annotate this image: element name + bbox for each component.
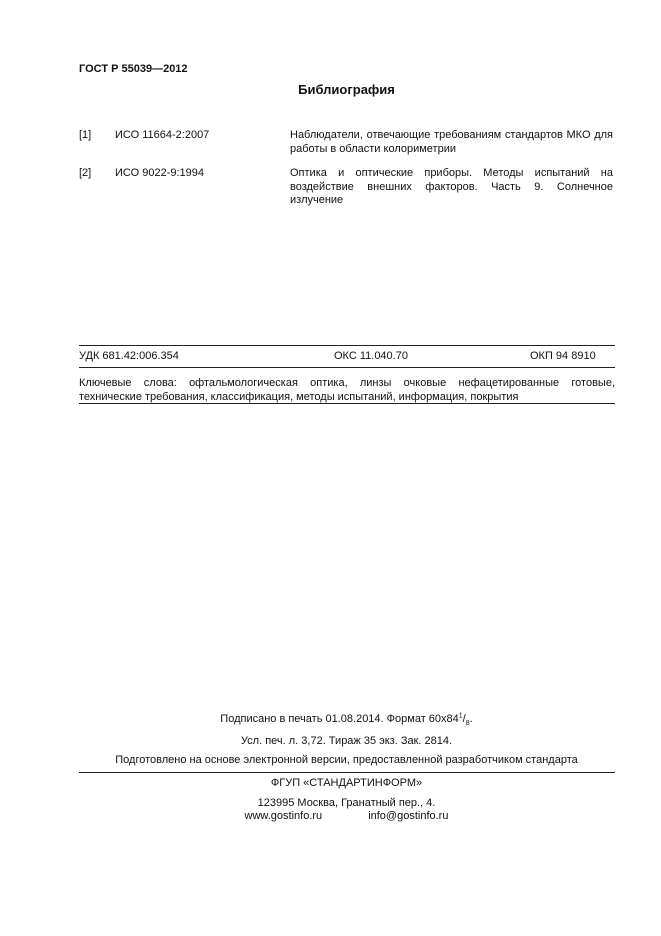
signed-for-print: Подписано в печать 01.08.2014. Формат $60x84^1/_8$. — [220, 712, 473, 728]
bibliography-title: Библиография — [298, 82, 395, 97]
ref-description: Оптика и оптические приборы. Методы испытаний на воздействие внешних факторов. Часть 9. Солнечное излучение — [290, 167, 613, 206]
keywords-text: Ключевые слова: офтальмологическая оптика, линзы очковые нефацетированные готовые, технические требования, классификация, методы испытаний, информация, покрытия — [79, 377, 615, 403]
ref-description: Наблюдатели, отвечающие требованиям стандартов МКО для работы в области колориметрии — [290, 129, 613, 155]
prepared-note: Подготовлено на основе электронной версии, предоставленной разработчиком стандарта — [115, 754, 578, 766]
publisher-name: ФГУП «СТАНДАРТИНФОРМ» — [270, 777, 423, 789]
contacts-row — [0, 810, 661, 822]
divider-line — [79, 403, 615, 404]
ref-number: [1] — [79, 129, 92, 141]
website-link[interactable]: www.gostinfo.ru — [244, 810, 323, 822]
oks-code: ОКС 11.040.70 — [334, 350, 408, 362]
publisher-address: 123995 Москва, Гранатный пер., 4. — [257, 797, 436, 809]
print-info: Усл. печ. л. 3,72. Тираж 35 экз. Зак. 2814. — [240, 735, 453, 747]
okp-code: ОКП 94 8910 — [530, 350, 596, 362]
signed-text: Подписано в печать 01.08.2014. Формат 60x84 — [220, 713, 459, 725]
divider-line — [79, 345, 615, 346]
ref-code: ИСО 11664-2:2007 — [115, 129, 210, 141]
ref-code: ИСО 9022-9:1994 — [115, 167, 204, 179]
standard-number: ГОСТ Р 55039—2012 — [79, 63, 188, 75]
divider-line — [79, 367, 615, 368]
divider-line — [79, 772, 615, 773]
format-denominator: 8 — [465, 720, 470, 728]
ref-number: [2] — [79, 167, 92, 179]
email-link[interactable]: info@gostinfo.ru — [368, 810, 449, 822]
udk-code: УДК 681.42:006.354 — [79, 350, 179, 362]
format-numerator: 1 — [458, 712, 463, 720]
